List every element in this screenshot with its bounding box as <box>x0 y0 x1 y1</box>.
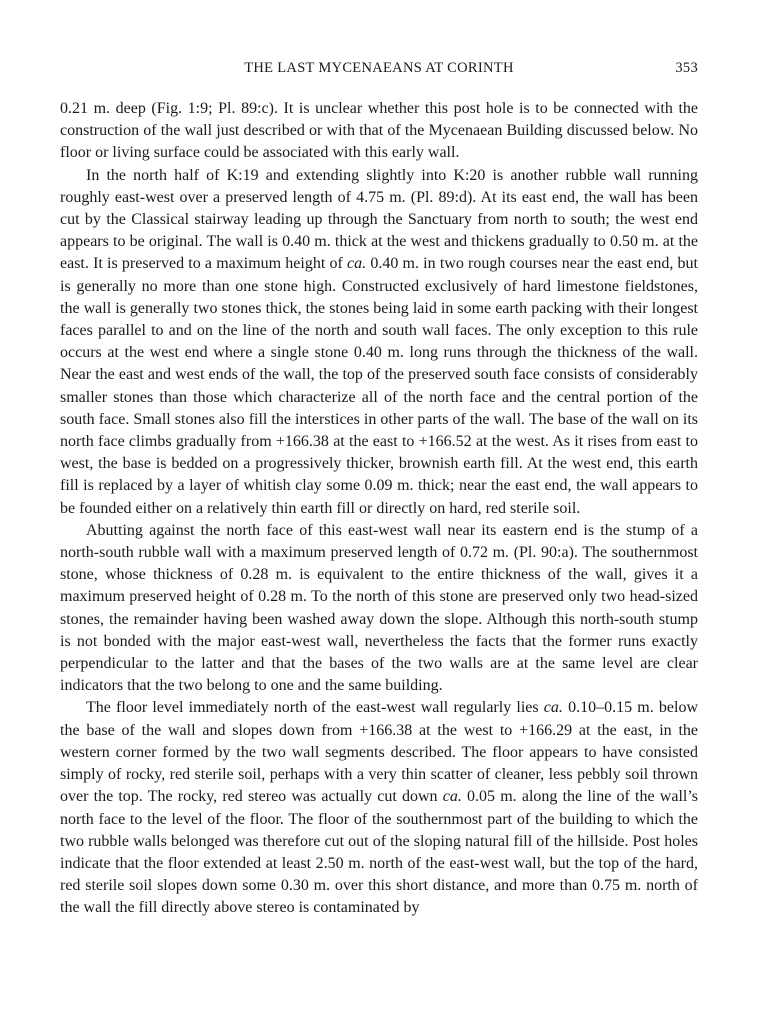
body-text <box>60 98 698 920</box>
italic-abbreviation: ca. <box>442 788 462 806</box>
paragraph <box>60 165 698 520</box>
paragraph: Abutting against the north face of this east-west wall near its eastern end is the stump of a north-south rubble wall with a maximum preserved length of 0.72 m. (Pl. 90:a). The southernmost stone, whose thickness of 0.28 m. is equivalent to the entire thickness of the wall, gives it a maximum preserved height of 0.28 m. To the north of this stone are preserved only two head-sized stones, the remainder having been washed away down the slope. Although this north-south stump is not bonded with the major east-west wall, nevertheless the facts that the former runs exactly perpendicular to the latter and that the bases of the two walls are at the same level are clear indicators that the two belong to one and the same building. <box>60 521 698 695</box>
italic-abbreviation: ca. <box>543 699 563 717</box>
paragraph: 0.21 m. deep (Fig. 1:9; Pl. 89:c). It is unclear whether this post hole is to be connected with the construction of the wall just described or with that of the Mycenaean Building discussed below. No floor or living surface could be associated with this early wall. <box>60 100 698 162</box>
text-run: 0.10–0.15 m. below the base of the wall and slopes down from +166.38 at the west to +166.29 at the east, in the western corner formed by the two wall segments described. The floor appears to have consisted simply of rocky, red sterile soil, perhaps with a very thin scatter of cleaner, less pebbly soil thrown over the top. The rocky, red stereo was actually cut down <box>60 699 698 806</box>
text-run: 0.40 m. in two rough courses near the east end, but is generally no more than one stone high. Constructed exclusively of hard limestone fieldstones, the wall is generally two stones thick, the stones being laid in some earth packing with their longest faces parallel to and on the line of the north and south wall faces. The only exception to this rule occurs at the west end where a single stone 0.40 m. long runs through the thickness of the wall. Near the east and west ends of the wall, the top of the preserved south face consists of considerably smaller stones than those which characterize all of the north face and the central portion of the south face. Small stones also fill the interstices in other parts of the wall. The base of the wall on its north face climbs gradually from +166.38 at the east to +166.52 at the west. As it rises from east to west, the base is bedded on a progressively thicker, brownish earth fill. At the west end, this earth fill is replaced by a layer of whitish clay some 0.09 m. thick; near the east end, the wall appears to be founded either on a relatively thin earth fill or directly on hard, red sterile soil. <box>60 255 699 517</box>
running-header <box>60 60 698 84</box>
italic-abbreviation: ca. <box>347 255 367 273</box>
page-number: 353 <box>675 60 698 76</box>
paragraph <box>60 697 698 919</box>
running-title: THE LAST MYCENAEANS AT CORINTH <box>244 60 514 76</box>
text-run: In the north half of K:19 and extending slightly into K:20 is another rubble wall running roughly east-west over a preserved length of 4.75 m. (Pl. 89:d). At its east end, the wall has been cut by the Classical stairway leading up through the Sanctuary from north to south; the west end appears to be original. The wall is 0.40 m. thick at the west and thickens gradually to 0.50 m. at the east. It is preserved to a maximum height of <box>60 166 698 273</box>
document-page <box>60 60 698 920</box>
text-run: 0.05 m. along the line of the wall’s north face to the level of the floor. The floor of the southernmost part of the building to which the two rubble walls belonged was therefore cut out of the sloping natural fill of the hillside. Post holes indicate that the floor extended at least 2.50 m. north of the east-west wall, but the top of the hard, red sterile soil slopes down some 0.30 m. over this short distance, and more than 0.75 m. north of the wall the fill directly above stereo is contaminated by <box>60 788 699 917</box>
text-run: The floor level immediately north of the east-west wall regularly lies <box>86 699 544 717</box>
